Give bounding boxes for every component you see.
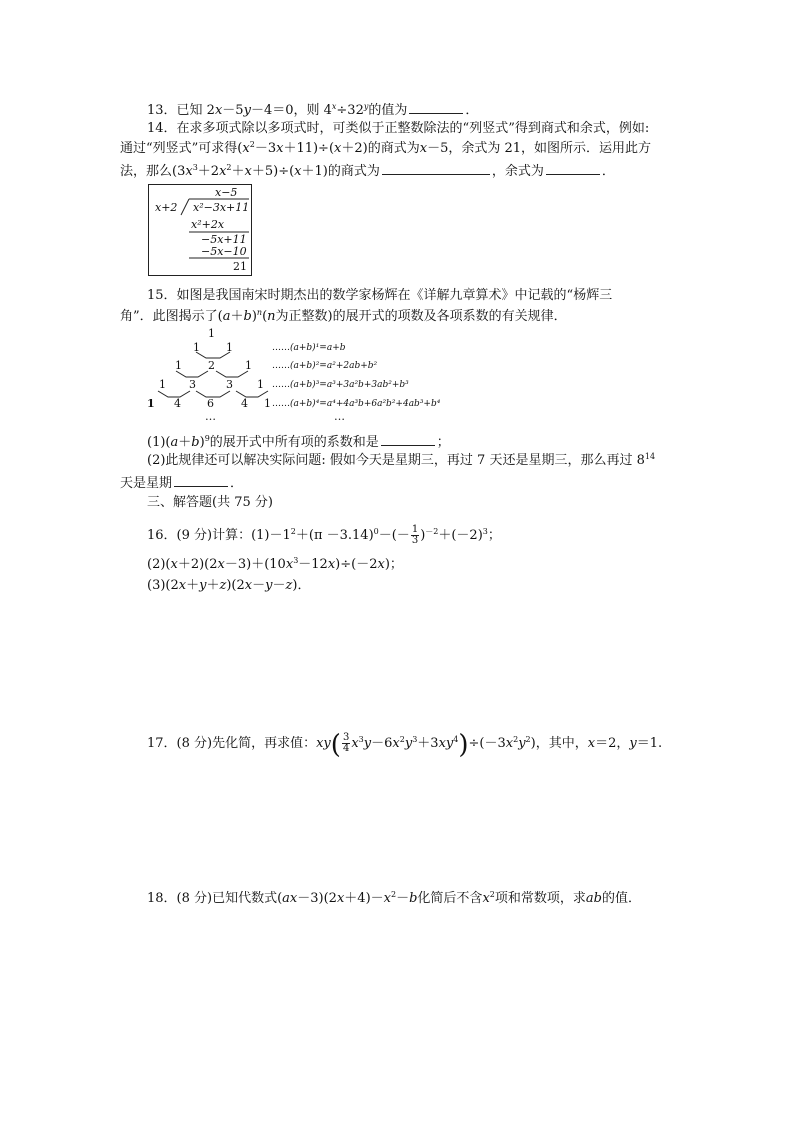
q16-text: ＋: [186, 578, 200, 593]
q14-var: x: [244, 164, 252, 179]
q15-var: a: [170, 435, 179, 450]
q17-frac-den: 4: [342, 743, 350, 754]
ld-remainder: 21: [233, 260, 247, 273]
q14-quotient-blank[interactable]: [382, 162, 490, 175]
q14-text: ＋11)÷(: [283, 141, 335, 156]
tri-r1-c1: 1: [208, 327, 215, 340]
q14-text: －5，余式为 21，如图所示．运用此方: [427, 141, 652, 156]
q18-var: b: [409, 891, 418, 906]
q16-sup: －2: [425, 527, 439, 536]
yang-hui-triangle: [0, 325, 794, 425]
q17-fraction: [342, 733, 350, 754]
q18-sup: 2: [390, 890, 397, 899]
q15-text: ＋: [230, 309, 244, 324]
triangle-brackets: [0, 325, 794, 425]
q15-text: 角”．此图揭示了(: [120, 309, 223, 324]
q13-text: ÷32: [336, 103, 364, 118]
q17-var: x: [392, 736, 400, 751]
q15-text: ): [251, 309, 257, 324]
q16-var: x: [244, 578, 253, 593]
q17-sup: 3: [358, 735, 364, 744]
q16-text: )÷(－2: [335, 557, 378, 572]
tri-r5-c5: 1: [264, 397, 271, 410]
q17-sup: 4: [453, 735, 459, 744]
tri-r2-c2: 1: [226, 341, 233, 354]
q15-var: b: [191, 435, 200, 450]
q13-var: x: [214, 103, 223, 118]
q16-frac-den: 3: [411, 535, 419, 546]
q15-text: 15．如图是我国南宋时期杰出的数学家杨辉在《详解九章算术》中记载的“杨辉三: [147, 288, 613, 303]
tri-formula-dots: …: [334, 410, 345, 423]
q16-text: ＋: [206, 578, 220, 593]
q14-text: ．: [601, 164, 615, 179]
q17-var: x: [587, 736, 596, 751]
q16-text: )；: [384, 557, 403, 572]
q15-sub2-blank[interactable]: [174, 474, 228, 487]
q15-line-1: [147, 288, 612, 304]
q17-text: ＋3: [417, 736, 439, 751]
q15-text: ): [199, 435, 205, 450]
q15-sup: n: [256, 308, 263, 317]
q16-sup: 3: [482, 527, 488, 536]
tri-r5-c4: 4: [241, 397, 248, 410]
q18-text: 18．(8 分)已知代数式(: [147, 891, 283, 906]
q17-var: y: [518, 736, 526, 751]
q17-var: y: [629, 736, 637, 751]
q17-text: ＝2，: [595, 736, 630, 751]
q13-answer-blank[interactable]: [409, 101, 463, 114]
q16-var: z: [285, 578, 293, 593]
ld-step-2: −5x+11: [201, 233, 247, 246]
q13-text: －4＝0，则 4: [250, 103, 332, 118]
q16-var: x: [178, 578, 187, 593]
tri-r5-c3: 6: [207, 397, 214, 410]
q18-text: 项和常数项，求: [494, 891, 586, 906]
q14-text: ＋2: [197, 164, 220, 179]
q14-line-3: 法，那么$(3x^3+2x^2+x+5)\div(x+1)$的商式为 ，余式为 ．: [120, 163, 615, 179]
q17-left-paren: (: [330, 730, 341, 760]
q18-text: ＋4)－: [344, 891, 384, 906]
q18-var: ab: [585, 891, 602, 906]
tri-r4-c1: 1: [159, 378, 166, 391]
q14-var: x: [185, 164, 193, 179]
q16-text: －: [272, 578, 286, 593]
ld-step-3: −5x−10: [201, 245, 247, 258]
q15-text: (: [262, 309, 268, 324]
q16-text: ；: [487, 528, 501, 543]
q18-var: x: [336, 891, 345, 906]
q18-text: 的值．: [601, 891, 641, 906]
q16-text: －(－: [378, 528, 410, 543]
q14-var: x: [419, 141, 428, 156]
q15-text: (2)此规律还可以解决实际问题: 假如今天是星期三，再过 7 天还是星期三，那么再过 8: [147, 453, 645, 468]
q14-text: 14．在求多项式除以多项式时，可类似于正整数除法的“列竖式”得到商式和余式，例如:: [147, 121, 650, 136]
q15-var: b: [243, 309, 252, 324]
q15-var: a: [222, 309, 231, 324]
q16-text: ＋2)(2: [177, 557, 218, 572]
q14-text: 法，那么(3: [120, 164, 186, 179]
q18-var: x: [482, 891, 490, 906]
q13-text: －5: [222, 103, 244, 118]
q13-var: y: [243, 103, 251, 118]
q14-text: 通过“列竖式”可求得(: [120, 141, 243, 156]
q15-sup: 9: [204, 434, 210, 443]
q14-var: x: [219, 164, 227, 179]
q14-text: ＋1)的商式为: [301, 164, 380, 179]
tri-formula-4: ……(a+b)⁴=a⁴+4a³b+6a²b²+4ab³+b⁴: [272, 399, 441, 409]
question-13: [147, 101, 478, 119]
q17-sup: 3: [412, 735, 418, 744]
q15-text: (1)(: [147, 435, 171, 450]
q16-var: x: [327, 557, 336, 572]
q16-text: )．: [292, 578, 311, 593]
section-3-heading: [147, 495, 273, 511]
q18-sup: 2: [489, 890, 495, 899]
q13-number: 13．: [147, 103, 177, 118]
q16-var: y: [199, 578, 207, 593]
q16-text: ＋(π －3.14): [295, 528, 374, 543]
q14-text: －3: [254, 141, 277, 156]
q17-frac-num: 3: [342, 732, 350, 743]
q16-text: －3)＋(10: [224, 557, 286, 572]
tri-r5-c2: 4: [174, 397, 181, 410]
ld-step-1: x²+2x: [191, 218, 225, 231]
q15-text: ；: [436, 435, 450, 450]
q16-var: x: [377, 557, 385, 572]
q15-sup: 14: [644, 452, 656, 461]
q16-line-2: [147, 557, 403, 573]
q16-text: (3)(2: [147, 578, 179, 593]
q14-line-1: [147, 121, 649, 137]
q16-sup: 3: [293, 556, 299, 565]
q17-right-paren: ): [458, 730, 469, 760]
q14-remainder-blank[interactable]: [546, 162, 600, 175]
q16-line-3: [147, 578, 310, 594]
q14-text: ＋: [231, 164, 245, 179]
q16-var: x: [217, 557, 225, 572]
tri-r3-c3: 1: [245, 359, 252, 372]
q18-var: x: [383, 891, 391, 906]
q16-text: )(2: [226, 578, 245, 593]
q14-text: ，余式为: [491, 164, 544, 179]
q18-text: －3)(2: [297, 891, 337, 906]
q14-var: x: [334, 141, 342, 156]
q16-sup: 0: [373, 527, 379, 536]
q17-sup: 2: [513, 735, 519, 744]
q13-text: 已知 2: [176, 103, 215, 118]
ld-quotient: x−5: [215, 186, 238, 199]
question-17: [147, 730, 663, 760]
q17-sup: 2: [399, 735, 405, 744]
q17-var: xy: [438, 736, 454, 751]
q15-text: 天是星期: [120, 476, 173, 491]
q18-text: －: [396, 891, 410, 906]
q16-text: －12: [298, 557, 328, 572]
q16-var: z: [219, 578, 227, 593]
q15-sub1-blank[interactable]: [381, 433, 435, 446]
tri-dots: …: [205, 410, 216, 423]
q14-text: ＋5)÷(: [251, 164, 295, 179]
q16-text: ): [420, 528, 426, 543]
q18-var: ax: [282, 891, 298, 906]
q14-var: x: [242, 141, 250, 156]
q16-sup: 2: [290, 527, 296, 536]
q14-var: x: [294, 164, 302, 179]
q17-text: )，其中，: [530, 736, 588, 751]
q17-text: ＝1.: [636, 736, 663, 751]
q14-line-2: 通过“列竖式”可求得$(x^2-3x+11)\div(x+2)$的商式为x－5，余式为 21，如图所示．运用此方: [120, 140, 652, 156]
q14-var: x: [276, 141, 284, 156]
tri-formula-2: ……(a+b)²=a²+2ab+b²: [272, 361, 378, 371]
tri-formula-3: ……(a+b)³=a³+3a²b+3ab²+b³: [272, 380, 409, 390]
q17-var: x: [351, 736, 359, 751]
q15-text: 为正整数)的展开式的项数及各项系数的有关规律．: [275, 309, 567, 324]
q15-var: n: [267, 309, 276, 324]
q16-var: y: [265, 578, 273, 593]
q17-var: xy: [316, 736, 331, 751]
q16-text: (2)(: [147, 557, 171, 572]
ld-dividend: x²−3x+11: [193, 201, 250, 214]
q13-sup: y: [363, 102, 369, 111]
q16-text: －: [252, 578, 266, 593]
question-18: [147, 891, 641, 907]
q16-line-1: [147, 524, 501, 548]
q15-text: ＋: [178, 435, 192, 450]
q16-var: x: [170, 557, 178, 572]
long-division-figure: [148, 184, 252, 276]
q15-sub-2-cont: [120, 474, 243, 492]
q15-line-2: [120, 309, 567, 325]
ld-divisor: x+2: [155, 201, 178, 214]
q17-text: ÷(－3: [468, 736, 506, 751]
section-title: 三、解答题(共 75 分): [147, 495, 273, 510]
q17-text: 17．(8 分)先化简，再求值：: [147, 736, 317, 751]
q18-text: 化简后不含: [417, 891, 483, 906]
tri-r3-c2: 2: [208, 359, 215, 372]
q17-var: x: [505, 736, 514, 751]
tri-formula-1: ……(a+b)¹=a+b: [272, 343, 346, 353]
q13-sup: x: [331, 102, 337, 111]
tri-r3-c1: 1: [175, 359, 182, 372]
tri-r5-c1: 1: [147, 397, 155, 410]
tri-r4-c3: 3: [226, 378, 233, 391]
tri-r4-c4: 1: [257, 378, 264, 391]
q13-text: ．: [465, 103, 479, 118]
tri-r4-c2: 3: [189, 378, 196, 391]
q16-var: x: [285, 557, 294, 572]
q17-sup: 2: [525, 735, 531, 744]
q16-text: 16．(9 分)计算：(1)－1: [147, 528, 291, 543]
q15-text: ．: [230, 476, 244, 491]
q15-text: 的展开式中所有项的系数和是: [209, 435, 379, 450]
q16-text: ＋(－2): [438, 528, 483, 543]
q17-var: y: [404, 736, 413, 751]
q15-sub-2: [147, 453, 655, 469]
q13-text: 的值为: [368, 103, 408, 118]
q15-sub-1: [147, 433, 450, 451]
q14-text: ＋2)的商式为: [341, 141, 420, 156]
q17-var: y: [363, 736, 372, 751]
tri-r2-c1: 1: [193, 341, 200, 354]
q16-frac-num: 1: [411, 524, 419, 535]
q16-fraction: [411, 525, 419, 546]
q17-text: －6: [371, 736, 393, 751]
